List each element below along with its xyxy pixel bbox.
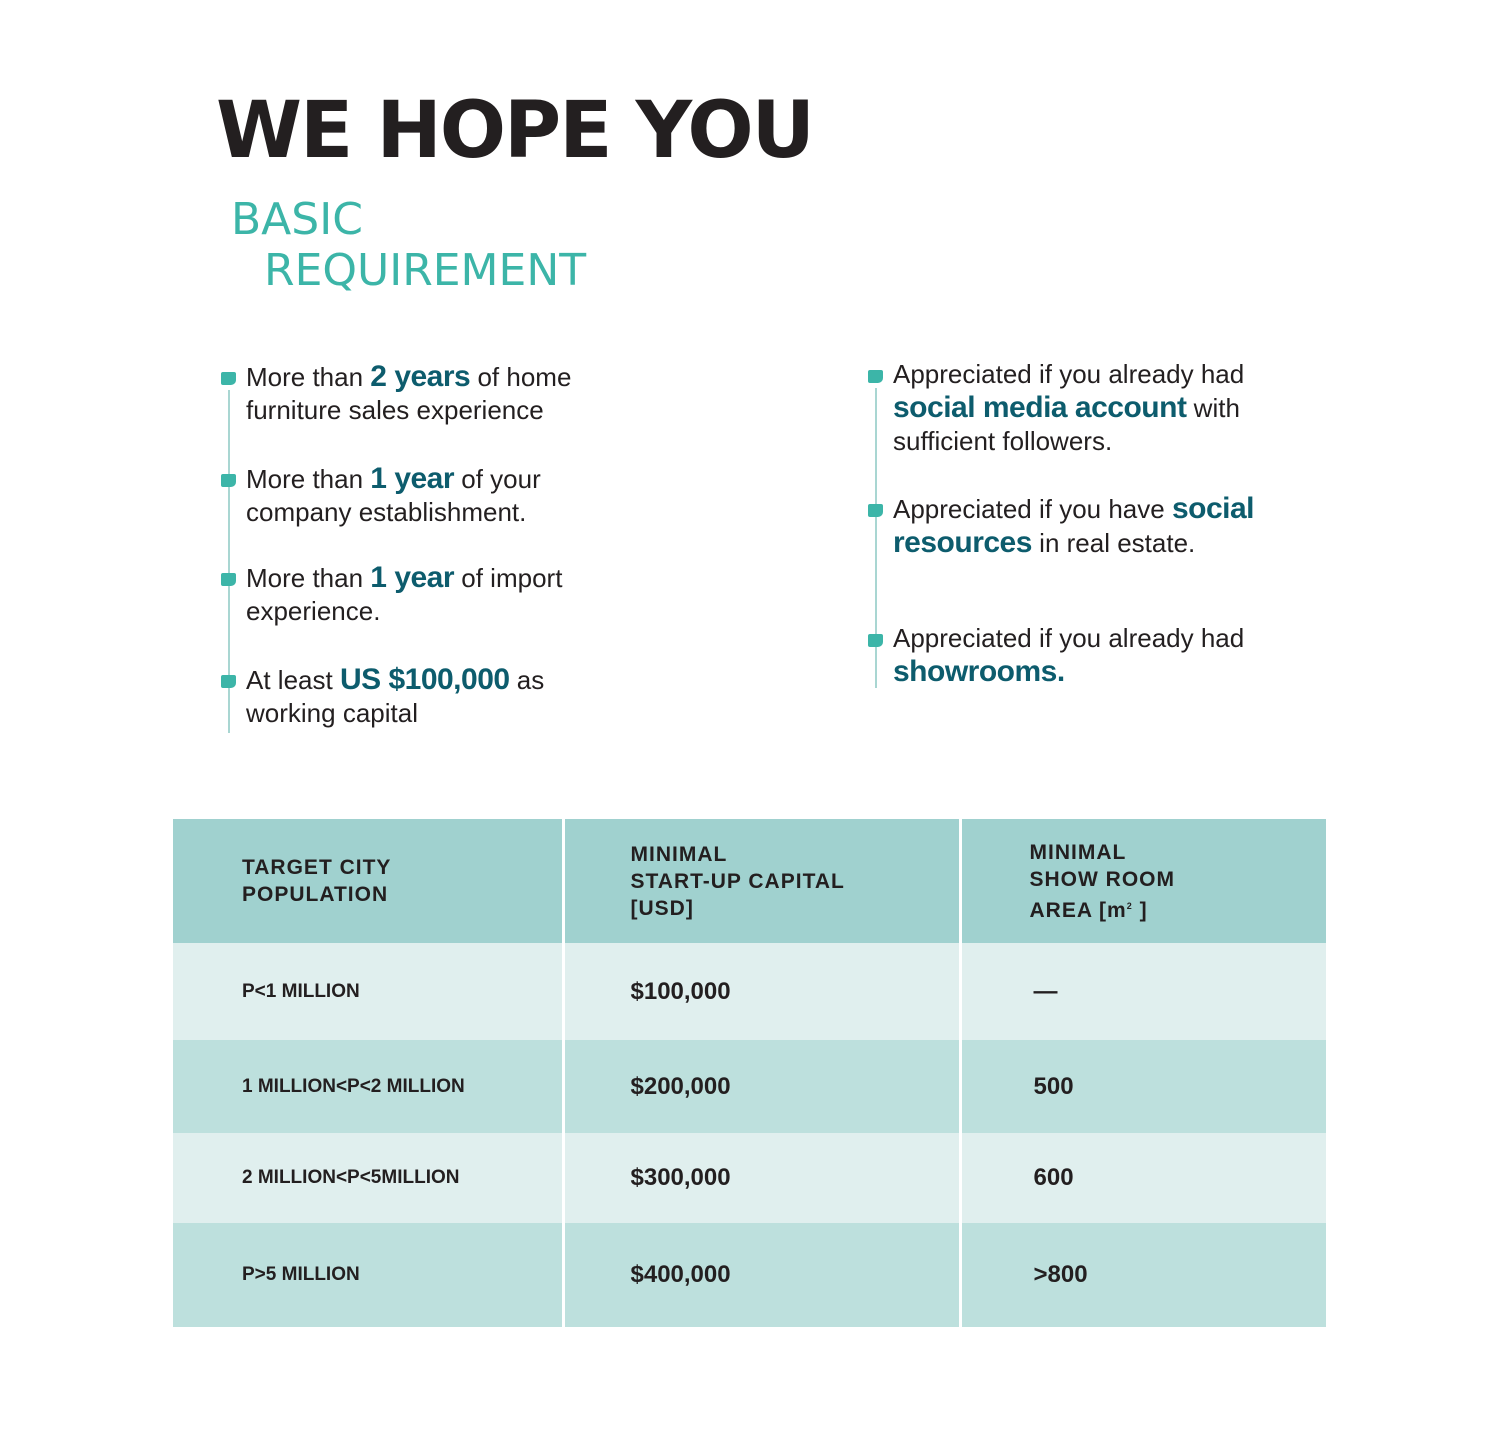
capital-cell: $300,000 [563,1133,960,1223]
requirements-table [173,819,1326,1327]
requirement-item [221,462,641,561]
requirement-item [868,358,1308,492]
table-row [173,943,1326,1040]
subtitle-line-2: REQUIREMENT [264,245,587,296]
requirement-text-pre: Appreciated if you already had [893,359,1245,389]
population-cell: P>5 MILLION [173,1223,563,1327]
table-row [173,1223,1326,1327]
superscript-2: 2 [1126,900,1133,911]
subtitle-line-1: BASIC [231,194,363,245]
population-cell: P<1 MILLION [173,943,563,1040]
requirement-item [221,360,641,462]
requirement-item [221,663,641,733]
requirement-text-post: with sufficient followers. [893,393,1240,456]
requirement-text-post: of home furniture sales experience [246,362,572,425]
requirement-item [221,561,641,663]
header-area-close: ] [1132,898,1148,922]
bullet-icon [221,474,236,487]
requirement-highlight: US $100,000 [339,663,510,696]
requirement-highlight: social resources [893,492,1255,559]
requirement-highlight: 2 years [370,360,471,393]
bullet-icon [221,675,236,688]
timeline-rail [228,693,230,733]
area-cell: 600 [1033,1164,1074,1191]
table-header-row [173,819,1326,943]
requirement-highlight: showrooms. [893,655,1065,688]
page-title: WE HOPE YOU [216,86,814,176]
requirement-item [868,622,1308,688]
requirement-text-pre: More than [246,464,371,494]
area-cell: 500 [1033,1072,1074,1100]
requirement-highlight: 1 year [370,561,455,594]
capital-cell: $100,000 [563,943,960,1040]
table-row [173,1040,1326,1133]
bullet-icon [221,372,236,385]
requirement-text-post: as working capital [246,665,545,728]
requirement-text-pre: More than [246,362,371,392]
population-cell: 2 MILLION<P<5MILLION [173,1133,563,1223]
header-minimal-startup-capital: MINIMAL START-UP CAPITAL [USD] [563,819,960,943]
requirement-text-pre: Appreciated if you already had [893,623,1245,653]
bullet-icon [221,573,236,586]
requirement-highlight: social media account [893,391,1187,424]
area-cell: — [1033,977,1058,1005]
requirements-list-left [221,360,641,733]
header-minimal-showroom-area [960,819,1326,943]
table-row [173,1133,1326,1223]
capital-cell: $400,000 [563,1223,960,1327]
requirement-text-post: in real estate. [1031,528,1196,558]
header-target-city-population: TARGET CITY POPULATION [173,819,563,943]
requirement-highlight: 1 year [370,462,455,495]
requirements-list-right [868,358,1308,688]
requirement-text-pre: More than [246,563,371,593]
header-area-text: MINIMAL SHOW ROOM AREA [m [1029,840,1175,922]
requirement-text-pre: At least [246,665,340,695]
requirement-text-post: of import experience. [246,563,563,626]
requirement-text-post: of your company establishment. [246,464,541,527]
population-cell: 1 MILLION<P<2 MILLION [173,1040,563,1133]
capital-cell: $200,000 [563,1040,960,1133]
requirement-text-pre: Appreciated if you have [893,494,1172,524]
timeline-rail [875,652,877,688]
area-cell: >800 [1033,1261,1088,1288]
bullet-icon [868,370,883,383]
requirement-item [868,492,1308,622]
bullet-icon [868,634,883,647]
bullet-icon [868,504,883,517]
